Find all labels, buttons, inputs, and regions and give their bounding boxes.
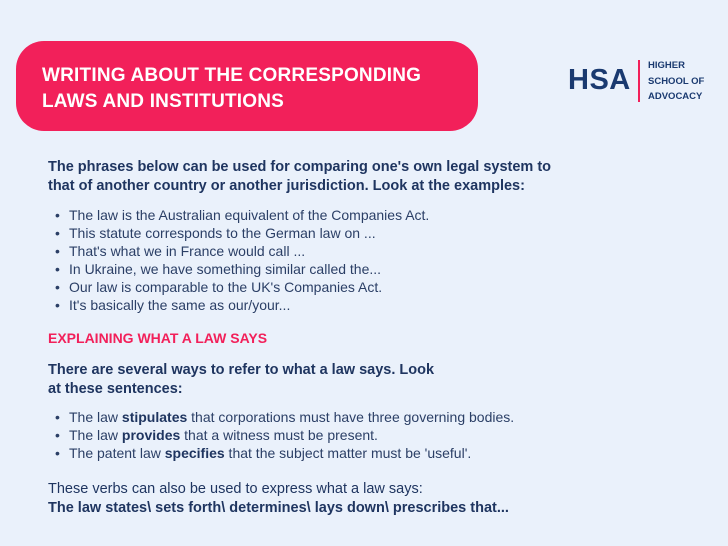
list-item: • This statute corresponds to the German law on ...: [55, 224, 429, 242]
sentence-text: The patent law: [69, 445, 165, 461]
sentence-verb: specifies: [164, 445, 225, 461]
title-line-1: WRITING ABOUT THE CORRESPONDING: [42, 65, 422, 86]
logo-line-1: HIGHER: [648, 60, 685, 71]
sentence-text: The law: [69, 427, 122, 443]
list-item: • Our law is comparable to the UK's Companies Act.: [55, 278, 429, 296]
explain-intro-line-1: There are several ways to refer to what a law says. Look: [48, 362, 435, 378]
sentences-list: [55, 408, 514, 462]
closing-paragraph: [48, 480, 509, 518]
list-item: • In Ukraine, we have something similar called the...: [55, 260, 429, 278]
intro-line-2: that of another country or another jurisdiction. Look at the examples:: [48, 178, 525, 194]
list-item: [55, 426, 514, 444]
list-item: [55, 408, 514, 426]
list-item: [55, 444, 514, 462]
logo-full-name: [648, 58, 728, 105]
list-item: • The law is the Australian equivalent of the Companies Act.: [55, 206, 429, 224]
sentence-text: that a witness must be present.: [180, 427, 378, 443]
sentence-verb: provides: [121, 427, 181, 443]
intro-paragraph: [48, 158, 551, 196]
section-heading: EXPLAINING WHAT A LAW SAYS: [48, 330, 268, 346]
list-item: • That's what we in France would call ...: [55, 242, 429, 260]
logo-divider: [638, 60, 640, 102]
closing-line-2: The law states\ sets forth\ determines\ lays down\ prescribes that...: [48, 500, 509, 516]
sentence-verb: stipulates: [121, 409, 188, 425]
logo-line-3: ADVOCACY: [648, 91, 703, 102]
examples-list: [55, 206, 429, 314]
logo-line-2: SCHOOL OF: [648, 75, 705, 87]
sentence-text: that the subject matter must be 'useful'.: [224, 445, 472, 461]
intro-line-1: The phrases below can be used for comparing one's own legal system to: [48, 159, 552, 175]
sentence-text: that corporations must have three governing bodies.: [187, 409, 515, 425]
closing-line-1: These verbs can also be used to express what a law says:: [48, 481, 423, 497]
list-item: • It's basically the same as our/your...: [55, 296, 429, 314]
title-line-2: LAWS AND INSTITUTIONS: [42, 91, 285, 112]
title-banner: [16, 41, 478, 131]
logo-abbreviation: HSA: [568, 64, 631, 96]
explain-intro-line-2: at these sentences:: [48, 381, 183, 397]
explain-intro-paragraph: [48, 361, 434, 399]
sentence-text: The law: [69, 409, 122, 425]
